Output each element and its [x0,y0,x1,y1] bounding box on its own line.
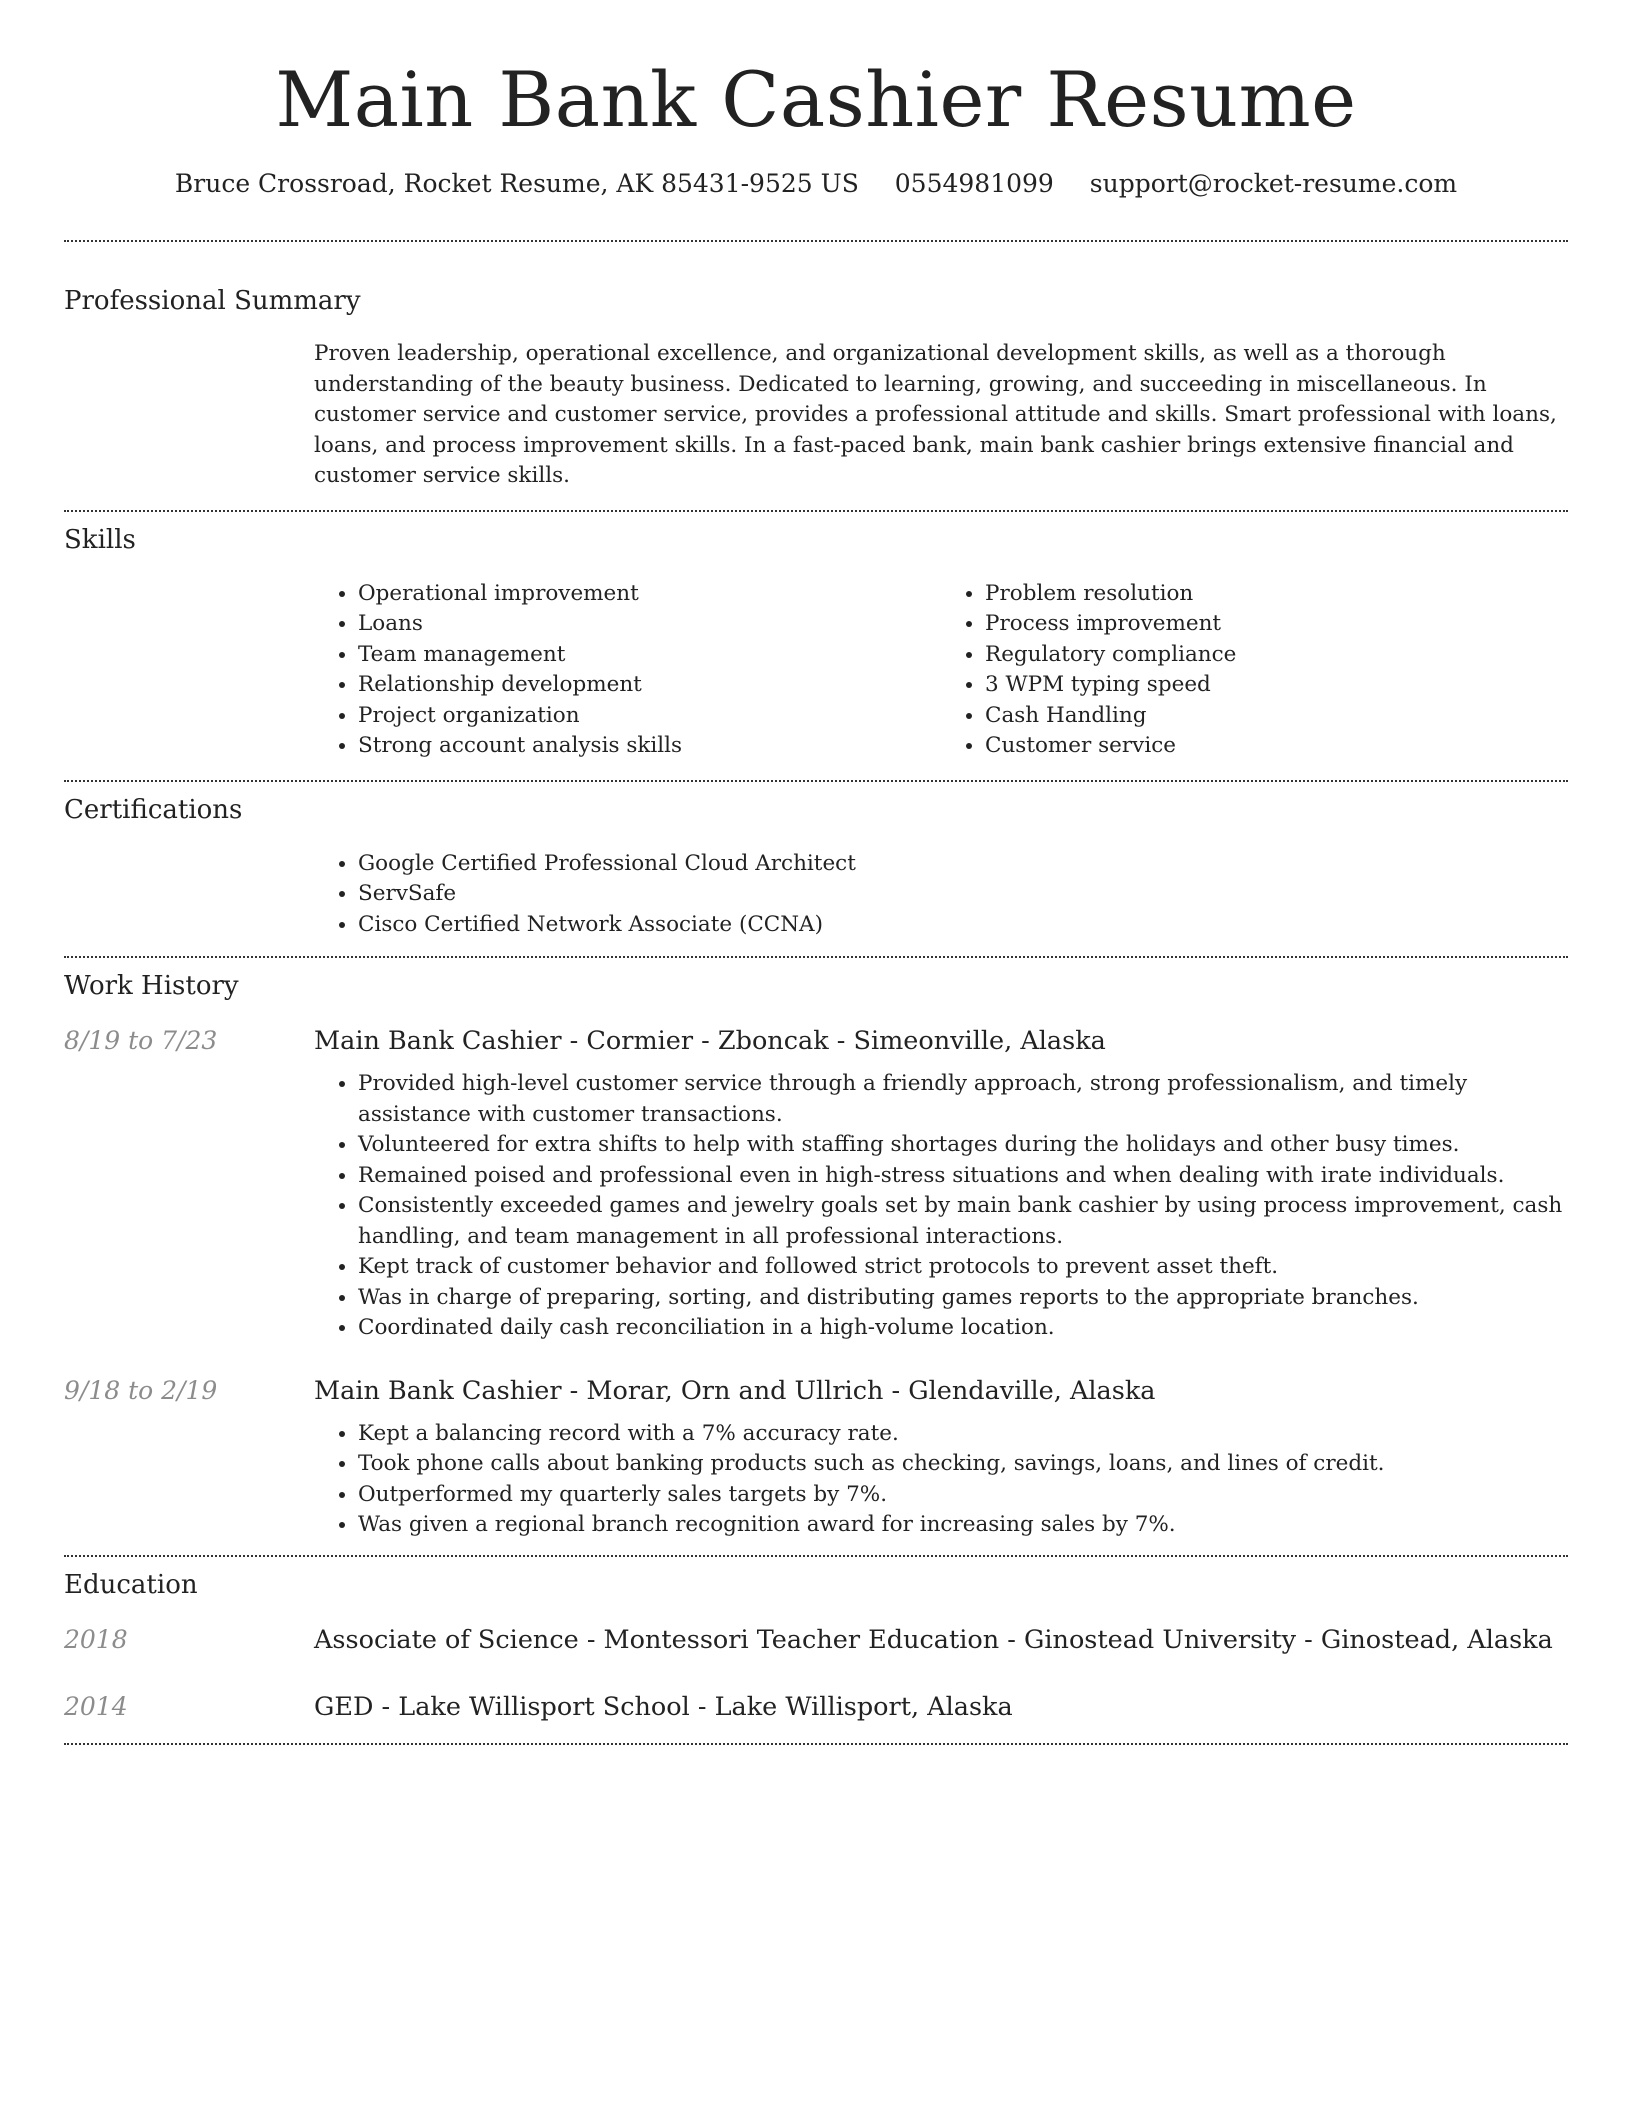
education-detail: Associate of Science - Montessori Teacher Education - Ginostead University - Ginostead, Alaska [314,1624,1553,1655]
list-item: • Took phone calls about banking products such as checking, savings, loans, and lines of credit. [358,1449,1568,1480]
list-item: • Was given a regional branch recognition award for increasing sales by 7%. [358,1510,1568,1541]
job-duties-list [314,1419,1568,1541]
job-title: Main Bank Cashier - Morar, Orn and Ullrich - Glendaville, Alaska [314,1375,1156,1406]
list-item: • Remained poised and professional even in high-stress situations and when dealing with irate individuals. [358,1161,1568,1192]
job-entry [64,1023,1568,1344]
contact-email: support@rocket-resume.com [1089,169,1458,198]
education-section [64,1557,1568,1743]
education-year: 2018 [64,1624,128,1654]
job-entry [64,1373,1568,1555]
job-dates: 8/19 to 7/23 [64,1026,218,1055]
education-detail: GED - Lake Willisport School - Lake Willisport, Alaska [314,1691,1013,1722]
section-heading-certifications: Certifications [64,794,243,825]
list-item: • Regulatory compliance [985,640,1568,671]
list-item: • Provided high-level customer service through a friendly approach, strong professionalism, and timely assistance with customer transactions. [358,1069,1568,1130]
job-title: Main Bank Cashier - Cormier - Zboncak - Simeonville, Alaska [314,1026,1106,1056]
contact-line [64,166,1568,202]
section-heading-summary: Professional Summary [64,286,361,316]
summary-section [64,242,1568,510]
list-item: • Project organization [358,701,941,732]
education-year: 2014 [64,1691,128,1721]
list-item: • Volunteered for extra shifts to help with staffing shortages during the holidays and other busy times. [358,1130,1568,1161]
list-item: • Loans [358,609,941,640]
contact-address: Bruce Crossroad, Rocket Resume, AK 85431-9525 US [174,169,859,198]
contact-phone: 0554981099 [894,169,1054,198]
list-item: • Customer service [985,731,1568,762]
list-item: • Strong account analysis skills [358,731,941,762]
list-item: • Relationship development [358,670,941,701]
list-item: • 3 WPM typing speed [985,670,1568,701]
list-item: • Consistently exceeded games and jewelry goals set by main bank cashier by using process improvement, cash handling, and team management in all professional interactions. [358,1191,1568,1252]
certifications-section [64,782,1568,957]
education-entry [64,1689,1568,1743]
list-item: • Team management [358,640,941,671]
summary-text: Proven leadership, operational excellence, and organizational development skills, as well as a thorough understanding of the beauty business. Dedicated to learning, growing, and succeeding in miscellaneous. In customer service and customer service, provides a professional attitude and skills. Smart professional with loans, loans, and process improvement skills. In a fast-paced bank, main bank cashier brings extensive financial and customer service skills. [314,341,1557,488]
list-item: • Outperformed my quarterly sales targets by 7%. [358,1480,1568,1511]
section-heading-work-history: Work History [64,971,239,1001]
page-title: Main Bank Cashier Resume [275,55,1357,144]
list-item: • Google Certified Professional Cloud Architect [358,849,1568,880]
list-item: • Operational improvement [358,579,941,610]
job-dates: 9/18 to 2/19 [64,1375,218,1405]
list-item: • Problem resolution [985,579,1568,610]
certifications-list [314,849,1568,941]
list-item: • Coordinated daily cash reconciliation in a high-volume location. [358,1313,1568,1344]
job-duties-list [314,1069,1568,1344]
list-item: • Was in charge of preparing, sorting, and distributing games reports to the appropriate branches. [358,1283,1568,1314]
divider [64,1743,1568,1745]
list-item: • Process improvement [985,609,1568,640]
skills-list-left [314,579,941,762]
section-heading-skills: Skills [64,524,136,555]
list-item: • Cisco Certified Network Associate (CCNA) [358,910,1568,941]
skills-list-right [941,579,1568,762]
list-item: • Kept a balancing record with a 7% accuracy rate. [358,1419,1568,1450]
section-heading-education: Education [64,1569,198,1600]
education-entry [64,1622,1568,1658]
skills-section [64,512,1568,780]
list-item: • Cash Handling [985,701,1568,732]
list-item: • ServSafe [358,879,1568,910]
list-item: • Kept track of customer behavior and followed strict protocols to prevent asset theft. [358,1252,1568,1283]
work-history-section [64,958,1568,1555]
